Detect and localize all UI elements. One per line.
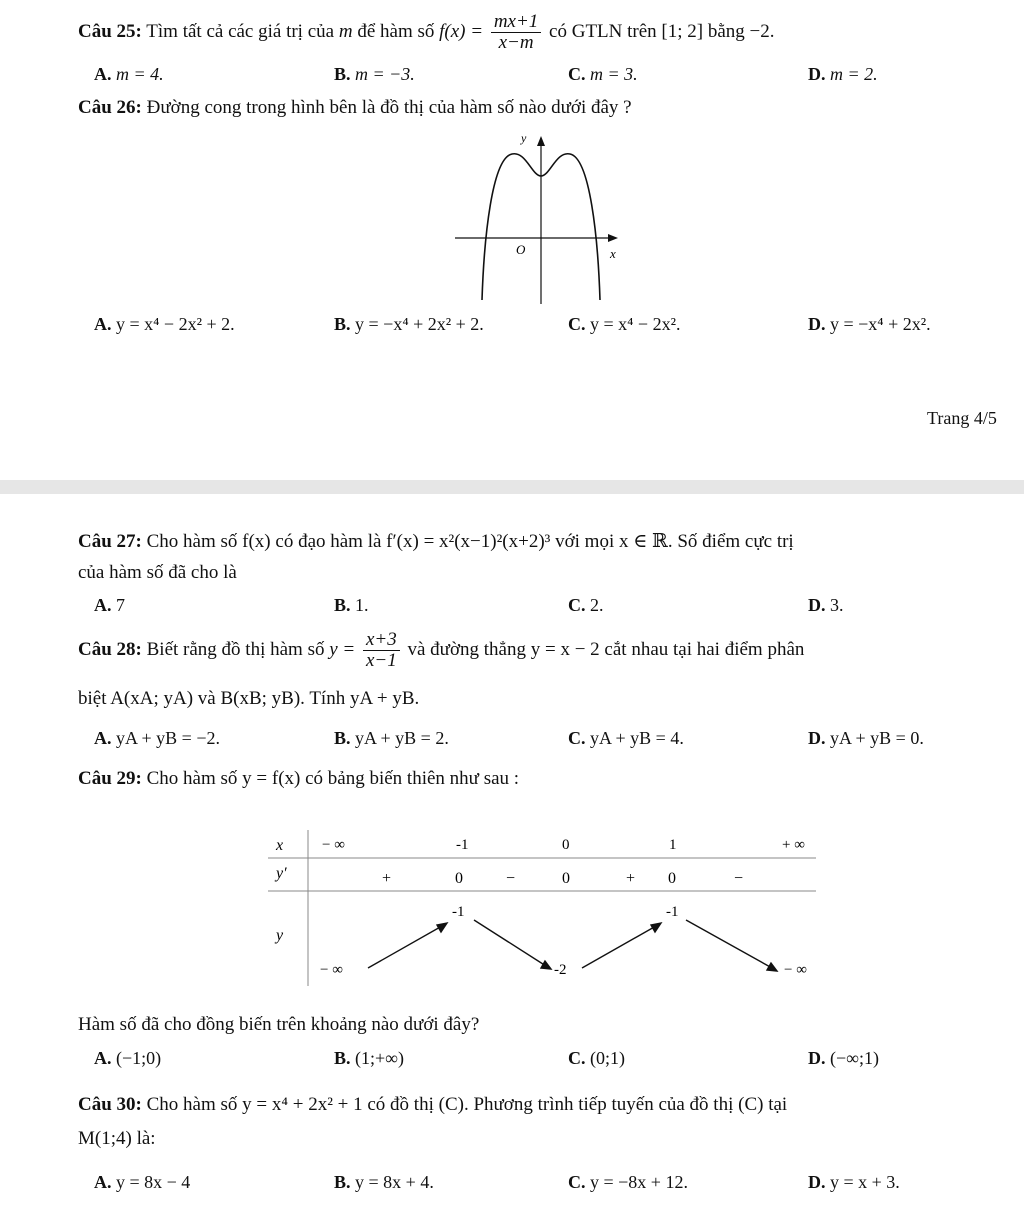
option-letter: A.: [94, 314, 112, 334]
question-28: [78, 630, 804, 671]
sign-value: +: [626, 870, 636, 887]
question-30: [78, 1094, 787, 1116]
option-value: yA + yB = 0.: [830, 728, 924, 748]
option-value: 1.: [355, 595, 369, 615]
increasing-arrow: [582, 926, 656, 968]
option-letter: D.: [808, 1048, 826, 1068]
page-number: Trang 4/5: [927, 408, 997, 428]
q28-option-c[interactable]: [568, 728, 684, 749]
row-x-label: x: [276, 837, 284, 854]
y-value: − ∞: [320, 962, 343, 978]
option-letter: C.: [568, 1048, 586, 1068]
q25-label: Câu 25:: [78, 20, 142, 42]
option-value: (−∞;1): [830, 1048, 879, 1068]
y-value: − ∞: [784, 962, 807, 978]
q27-option-b[interactable]: [334, 595, 369, 616]
q27-label: Câu 27:: [78, 531, 142, 552]
q29-label: Câu 29:: [78, 768, 142, 789]
q29-option-a[interactable]: [94, 1048, 161, 1069]
q25-text-a: Tìm tất cả các giá trị của: [146, 20, 335, 42]
option-letter: C.: [568, 1172, 586, 1192]
q25-option-d[interactable]: [808, 64, 878, 85]
q28-fraction: [363, 630, 400, 671]
decreasing-arrow: [686, 920, 772, 968]
arrow-head: [767, 963, 777, 971]
option-value: m = 2.: [830, 64, 878, 84]
sign-value: 0: [455, 870, 463, 887]
q29-option-d[interactable]: [808, 1048, 879, 1069]
option-letter: A.: [94, 64, 112, 84]
q25-frac-num: mx+1: [491, 12, 541, 33]
arrow-head: [437, 923, 447, 932]
q28-label: Câu 28:: [78, 638, 142, 660]
question-25: [78, 12, 775, 53]
q30-text-line2: M(1;4) là:: [78, 1128, 156, 1149]
q27-option-c[interactable]: [568, 595, 604, 616]
q30-option-b[interactable]: [334, 1172, 434, 1193]
option-letter: B.: [334, 64, 351, 84]
sign-value: +: [382, 870, 392, 887]
option-letter: A.: [94, 1172, 112, 1192]
y-value: -1: [452, 904, 465, 920]
question-29: [78, 768, 519, 790]
q25-text-c: có GTLN trên [1; 2] bằng −2.: [549, 20, 775, 42]
y-axis-arrow: [537, 136, 545, 146]
option-value: yA + yB = −2.: [116, 728, 220, 748]
q26-label: Câu 26:: [78, 97, 142, 118]
q28-frac-den: x−1: [365, 650, 397, 671]
option-value: y = 8x + 4.: [355, 1172, 434, 1192]
q25-option-c[interactable]: [568, 64, 638, 85]
option-value: 7: [116, 595, 125, 615]
q26-option-d[interactable]: [808, 314, 931, 335]
q30-option-c[interactable]: [568, 1172, 688, 1193]
q25-option-a[interactable]: [94, 64, 164, 85]
option-value: m = −3.: [355, 64, 415, 84]
y-value: -2: [554, 962, 567, 978]
decreasing-arrow: [474, 920, 546, 966]
q26-option-b[interactable]: [334, 314, 484, 335]
option-letter: B.: [334, 1172, 351, 1192]
sign-value: 0: [668, 870, 676, 887]
x-value: -1: [456, 837, 469, 853]
option-value: m = 4.: [116, 64, 164, 84]
option-letter: D.: [808, 595, 826, 615]
option-value: (0;1): [590, 1048, 625, 1068]
sign-value: −: [506, 870, 516, 887]
option-letter: B.: [334, 595, 351, 615]
option-value: m = 3.: [590, 64, 638, 84]
q28-text-line2: biệt A(xA; yA) và B(xB; yB). Tính yA + yB.: [78, 688, 420, 709]
q27-text-line2: của hàm số đã cho là: [78, 562, 237, 583]
option-letter: A.: [94, 595, 112, 615]
q27-option-d[interactable]: [808, 595, 844, 616]
x-value: − ∞: [322, 837, 345, 853]
option-letter: C.: [568, 314, 586, 334]
q27-option-a[interactable]: [94, 595, 125, 616]
q28-option-d[interactable]: [808, 728, 924, 749]
q29-question: Hàm số đã cho đồng biến trên khoảng nào dưới đây?: [78, 1014, 480, 1035]
q26-option-a[interactable]: [94, 314, 235, 335]
x-value: + ∞: [782, 837, 805, 853]
y-axis-label: y: [521, 131, 527, 145]
option-value: (−1;0): [116, 1048, 162, 1068]
option-letter: B.: [334, 1048, 351, 1068]
option-value: (1;+∞): [355, 1048, 404, 1068]
q25-func-lhs: f(x) =: [439, 20, 484, 42]
page-separator: [0, 480, 1024, 494]
q28-option-a[interactable]: [94, 728, 220, 749]
row-y-label: y: [276, 927, 284, 944]
option-letter: C.: [568, 728, 586, 748]
y-value: -1: [666, 904, 679, 920]
increasing-arrow: [368, 926, 442, 968]
q29-option-b[interactable]: [334, 1048, 404, 1069]
q28-text-a: Biết rằng đồ thị hàm số: [146, 638, 325, 660]
q27-text-a: Cho hàm số f(x) có đạo hàm là f′(x) = x²(x−1)²(x+2)³ với mọi x ∈ ℝ. Số điểm cực trị: [146, 531, 794, 552]
q29-text: Cho hàm số y = f(x) có bảng biến thiên như sau :: [146, 768, 520, 789]
option-letter: A.: [94, 1048, 112, 1068]
question-26: [78, 97, 632, 119]
option-letter: C.: [568, 595, 586, 615]
option-value: y = x⁴ − 2x² + 2.: [116, 314, 235, 334]
q28-option-b[interactable]: [334, 728, 449, 749]
option-letter: C.: [568, 64, 586, 84]
q25-frac-den: x−m: [498, 32, 534, 53]
option-value: y = −x⁴ + 2x² + 2.: [355, 314, 484, 334]
q25-var: m: [338, 20, 353, 42]
x-value: 0: [562, 837, 570, 853]
q29-option-c[interactable]: [568, 1048, 625, 1069]
q25-text-b: để hàm số: [357, 20, 435, 42]
option-value: yA + yB = 4.: [590, 728, 684, 748]
q28-frac-num: x+3: [363, 630, 400, 651]
q30-label: Câu 30:: [78, 1094, 142, 1115]
sign-value: 0: [562, 870, 570, 887]
option-letter: D.: [808, 728, 826, 748]
option-letter: D.: [808, 314, 826, 334]
option-value: y = x⁴ − 2x².: [590, 314, 681, 334]
q26-option-c[interactable]: [568, 314, 680, 335]
option-value: 3.: [830, 595, 844, 615]
q28-text-b: và đường thẳng y = x − 2 cắt nhau tại hai điểm phân: [407, 638, 805, 660]
option-letter: D.: [808, 64, 826, 84]
sign-value: −: [734, 870, 744, 887]
x-axis-arrow: [608, 234, 618, 242]
q25-option-b[interactable]: [334, 64, 415, 85]
x-axis-label: x: [610, 246, 616, 261]
variation-table: [264, 828, 820, 988]
option-letter: B.: [334, 314, 351, 334]
q30-option-d[interactable]: [808, 1172, 900, 1193]
option-value: y = −8x + 12.: [590, 1172, 688, 1192]
q28-func-lhs: y =: [329, 638, 356, 660]
x-value: 1: [669, 837, 677, 853]
question-27: [78, 530, 794, 553]
row-dy-label: y′: [276, 865, 287, 882]
option-value: y = 8x − 4: [116, 1172, 191, 1192]
option-value: y = −x⁴ + 2x².: [830, 314, 931, 334]
option-letter: A.: [94, 728, 112, 748]
arrow-head: [541, 961, 551, 969]
option-letter: D.: [808, 1172, 826, 1192]
option-value: y = x + 3.: [830, 1172, 900, 1192]
q25-fraction: [491, 12, 541, 53]
q30-option-a[interactable]: [94, 1172, 190, 1193]
option-letter: B.: [334, 728, 351, 748]
arrow-head: [651, 923, 661, 932]
q26-text: Đường cong trong hình bên là đồ thị của hàm số nào dưới đây ?: [146, 97, 632, 118]
option-value: 2.: [590, 595, 604, 615]
option-value: yA + yB = 2.: [355, 728, 449, 748]
q30-text-a: Cho hàm số y = x⁴ + 2x² + 1 có đồ thị (C). Phương trình tiếp tuyến của đồ thị (C) tại: [146, 1094, 788, 1115]
origin-label: O: [516, 242, 526, 257]
q26-function-graph: [450, 128, 630, 306]
